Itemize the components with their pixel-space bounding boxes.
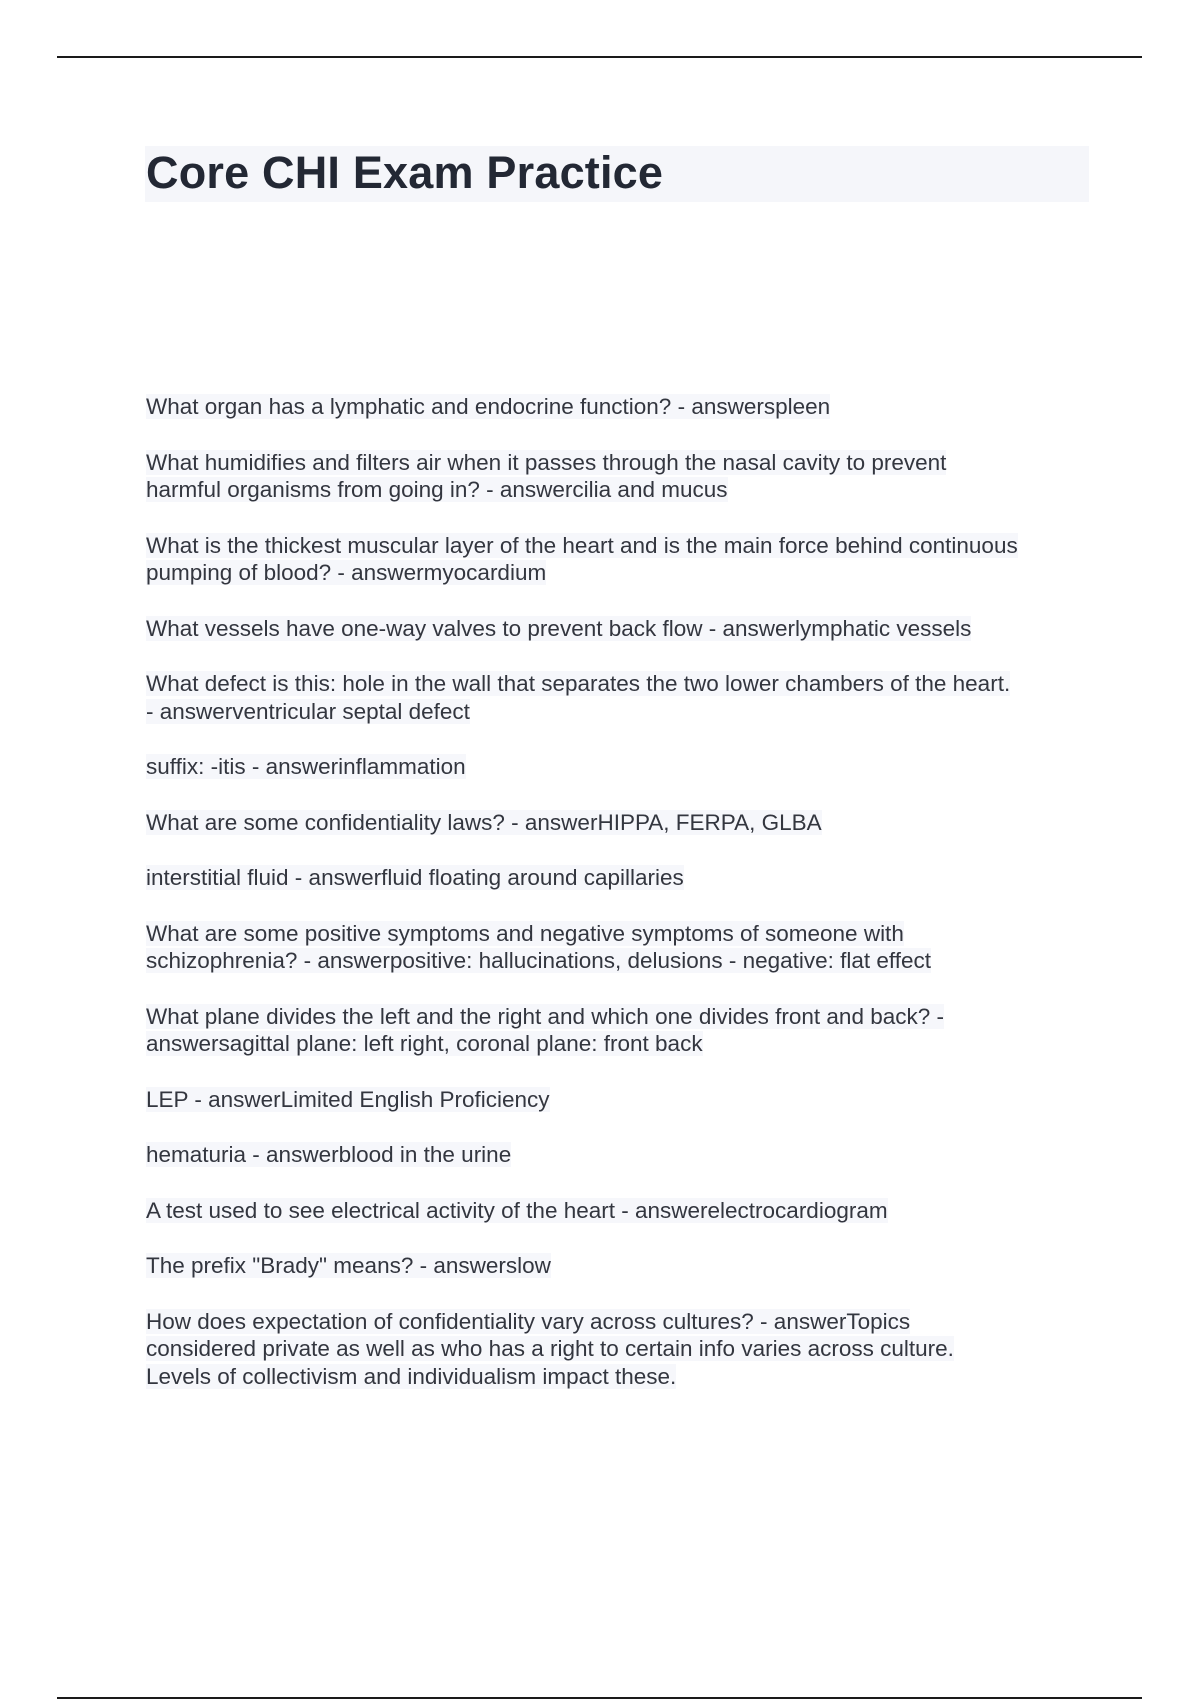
qa-item — [146, 670, 1096, 725]
qa-item — [146, 864, 1096, 892]
qa-item — [146, 532, 1096, 587]
top-rule — [57, 56, 1142, 58]
qa-text: How does expectation of confidentiality vary across cultures? - answerTopics considered private as well as who has a right to certain info varies across culture. Levels of collectivism and individualism impact these. — [146, 1308, 954, 1389]
qa-text: What defect is this: hole in the wall that separates the two lower chambers of the heart. - answerventricular septal defect — [146, 671, 1011, 724]
qa-item — [146, 449, 1096, 504]
qa-item — [146, 1141, 1096, 1169]
qa-text: LEP - answerLimited English Proficiency — [146, 1086, 550, 1112]
qa-item — [146, 809, 1096, 837]
bottom-rule — [57, 1697, 1142, 1699]
qa-item — [146, 1003, 1096, 1058]
qa-text: A test used to see electrical activity of the heart - answerelectrocardiogram — [146, 1197, 888, 1223]
qa-text: What is the thickest muscular layer of the heart and is the main force behind continuous pumping of blood? - answermyocardium — [146, 532, 1018, 585]
qa-text: interstitial fluid - answerfluid floating around capillaries — [146, 865, 684, 890]
qa-text: What plane divides the left and the right and which one divides front and back? - answersagittal plane: left right, coronal plane: front back — [146, 1003, 944, 1056]
qa-item — [146, 393, 1096, 421]
qa-text: What organ has a lymphatic and endocrine function? - answerspleen — [146, 394, 831, 419]
qa-item — [146, 1086, 1096, 1114]
qa-item — [146, 1308, 1096, 1391]
qa-item — [146, 1197, 1096, 1225]
page-title: Core CHI Exam Practice — [146, 147, 664, 198]
qa-item — [146, 920, 1096, 975]
qa-text: What are some positive symptoms and negative symptoms of someone with schizophrenia? - answerpositive: hallucinations, delusions - negative: flat effect — [146, 920, 932, 973]
qa-item — [146, 753, 1096, 781]
qa-item — [146, 1252, 1096, 1280]
qa-list — [146, 393, 1096, 1418]
qa-text: What humidifies and filters air when it passes through the nasal cavity to prevent harmful organisms from going in? - answercilia and mucus — [146, 449, 947, 502]
qa-item — [146, 615, 1096, 643]
qa-text: hematuria - answerblood in the urine — [146, 1142, 512, 1167]
qa-text: The prefix "Brady" means? - answerslow — [146, 1253, 551, 1278]
qa-text: suffix: -itis - answerinflammation — [146, 754, 466, 779]
qa-text: What are some confidentiality laws? - answerHIPPA, FERPA, GLBA — [146, 809, 822, 835]
qa-text: What vessels have one-way valves to prevent back flow - answerlymphatic vessels — [146, 615, 972, 641]
